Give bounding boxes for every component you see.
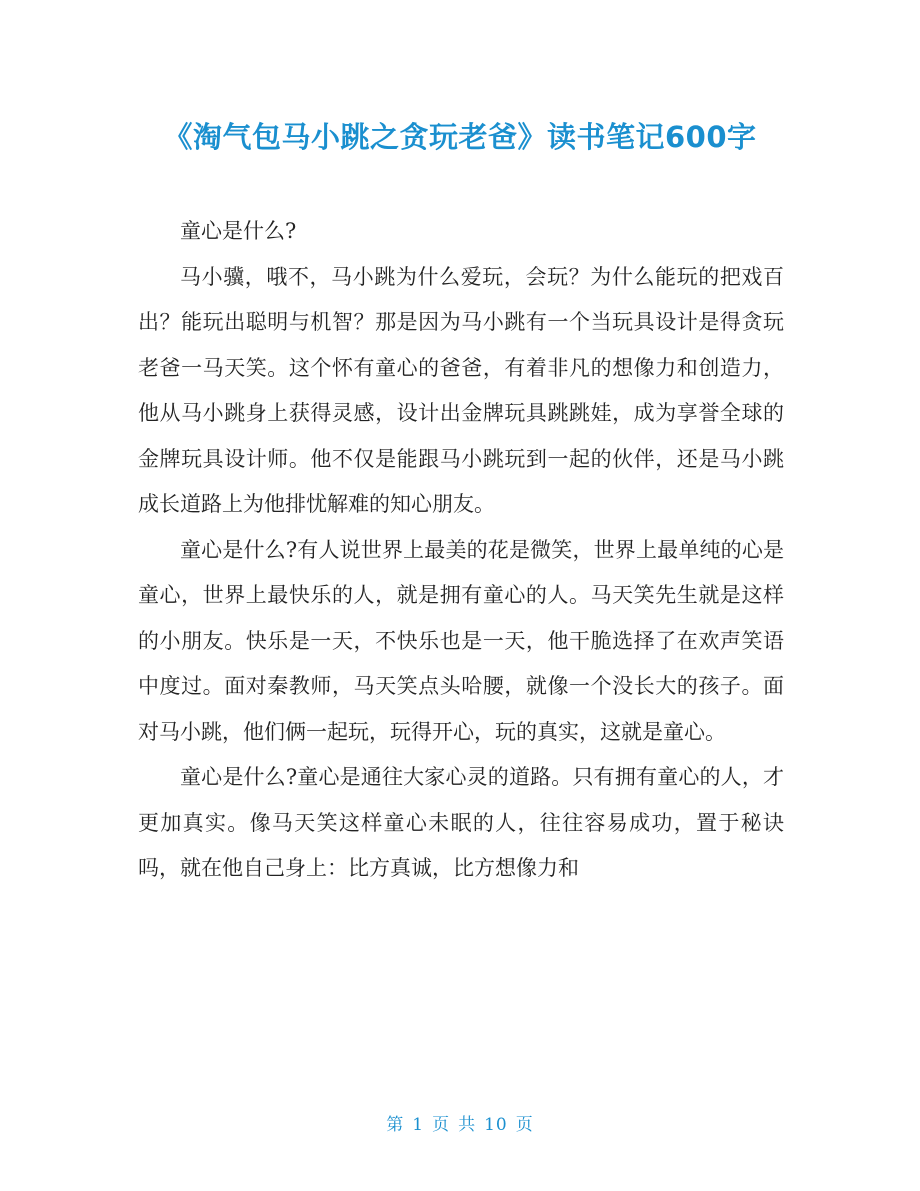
- page-number-footer: [0, 1112, 920, 1138]
- footer-total-label: 共: [458, 1115, 477, 1135]
- paragraph-2: 马小骥，哦不，马小跳为什么爱玩，会玩？为什么能玩的把戏百出？能玩出聪明与机智？那是因为马小跳有一个当玩具设计是得贪玩老爸一马天笑。这个怀有童心的爸爸，有着非凡的想像力和创造力，他从马小跳身上获得灵感，设计出金牌玩具跳跳娃，成为享誉全球的金牌玩具设计师。他不仅是能跟马小跳玩到一起的伙伴，还是马小跳成长道路上为他排忧解难的知心朋友。: [138, 264, 784, 516]
- document-title: 《淘气包马小跳之贪玩老爸》读书笔记600字: [163, 120, 757, 154]
- footer-total-unit: 页: [515, 1115, 534, 1135]
- footer-page-unit: 页: [432, 1115, 451, 1135]
- document-body: [138, 209, 784, 892]
- paragraph-3: 童心是什么?有人说世界上最美的花是微笑，世界上最单纯的心是童心，世界上最快乐的人，就是拥有童心的人。马天笑先生就是这样的小朋友。快乐是一天，不快乐也是一天，他干脆选择了在欢声笑语中度过。面对秦教师，马天笑点头哈腰，就像一个没长大的孩子。面对马小跳，他们俩一起玩，玩得开心，玩的真实，这就是童心。: [138, 537, 784, 744]
- footer-total-pages: 10: [484, 1115, 508, 1135]
- paragraph-1: 童心是什么?: [180, 219, 297, 243]
- footer-current-page: 1: [412, 1115, 425, 1135]
- footer-page-label: 第: [386, 1115, 405, 1135]
- paragraph-4: 童心是什么?童心是通往大家心灵的道路。只有拥有童心的人，才更加真实。像马天笑这样童心未眠的人，往往容易成功，置于秘诀吗，就在他自己身上：比方真诚，比方想像力和: [138, 765, 784, 880]
